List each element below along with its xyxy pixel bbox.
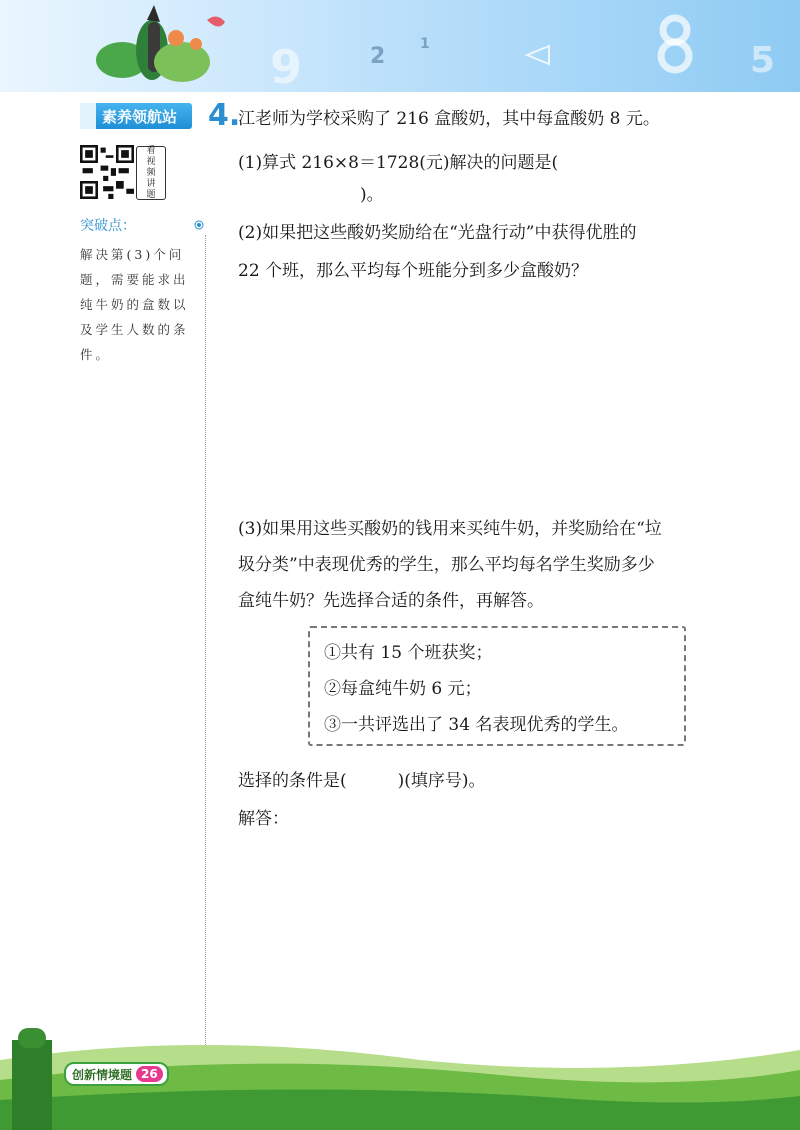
part1-line2: )。 — [360, 185, 384, 205]
footer-section-badge — [64, 1062, 169, 1086]
condition-option-1: ①共有 15 个班获奖； — [324, 643, 493, 663]
select-condition-prompt: 选择的条件是( )(填序号)。 — [238, 771, 486, 791]
part2-line2: 22 个班，那么平均每个班能分到多少盒酸奶？ — [238, 261, 589, 281]
page-number: 26 — [136, 1066, 163, 1082]
part3-line3: 盒纯牛奶？先选择合适的条件，再解答。 — [238, 591, 544, 611]
part2-answer-area[interactable] — [238, 290, 778, 500]
triangle-icon — [525, 44, 551, 66]
hint-line: 纯牛奶的盒数以 — [80, 297, 189, 312]
decor-digit: 9 — [270, 40, 303, 94]
part2-line1: (2)如果把这些酸奶奖励给在“光盘行动”中获得优胜的 — [238, 223, 637, 243]
qr-code-icon[interactable] — [80, 145, 134, 199]
header-banner — [0, 0, 800, 92]
video-label-char: 视 — [146, 156, 156, 167]
hint-line: 解决第(3)个问 — [80, 247, 185, 262]
conditions-box — [308, 626, 686, 746]
hint-line: 件。 — [80, 347, 112, 362]
watch-video-label[interactable] — [136, 146, 166, 200]
video-label-char: 讲 — [146, 178, 156, 189]
part3-line1: (3)如果用这些买酸奶的钱用来买纯牛奶，并奖励给在“垃 — [238, 519, 662, 539]
part3-line2: 圾分类”中表现优秀的学生，那么平均每名学生奖励多少 — [238, 555, 655, 575]
part1-line1: (1)算式 216×8＝1728(元)解决的问题是( — [238, 153, 559, 173]
footer-section-label: 创新情境题 — [72, 1067, 133, 1082]
hint-line: 题，需要能求出 — [80, 272, 189, 287]
eight-shape-icon — [650, 14, 700, 74]
condition-option-2: ②每盒纯牛奶 6 元； — [324, 679, 482, 699]
question-number: 4. — [208, 98, 241, 133]
plant-illustration-icon — [92, 0, 232, 92]
answer-label: 解答： — [238, 809, 289, 829]
video-label-char: 题 — [146, 189, 156, 200]
lighthouse-icon — [80, 103, 96, 129]
decor-digit: 1 — [420, 36, 430, 52]
decor-digit: 2 — [370, 44, 386, 69]
hint-line: 及学生人数的条 — [80, 322, 189, 337]
video-label-char: 频 — [146, 167, 156, 178]
decor-digit: 5 — [750, 40, 776, 81]
sidebar-title-text: 素养领航站 — [102, 107, 178, 126]
sidebar-section-title — [80, 103, 192, 129]
condition-option-3: ③一共评选出了 34 名表现优秀的学生。 — [324, 715, 629, 735]
target-dot-icon — [194, 220, 204, 230]
video-label-char: 看 — [146, 145, 156, 156]
question-stem: 江老师为学校采购了 216 盒酸奶，其中每盒酸奶 8 元。 — [238, 109, 660, 129]
sidebar-divider — [205, 235, 206, 1045]
breakthrough-hint — [80, 242, 196, 367]
part3-answer-area[interactable] — [238, 832, 778, 1012]
breakthrough-label: 突破点： — [80, 218, 136, 234]
